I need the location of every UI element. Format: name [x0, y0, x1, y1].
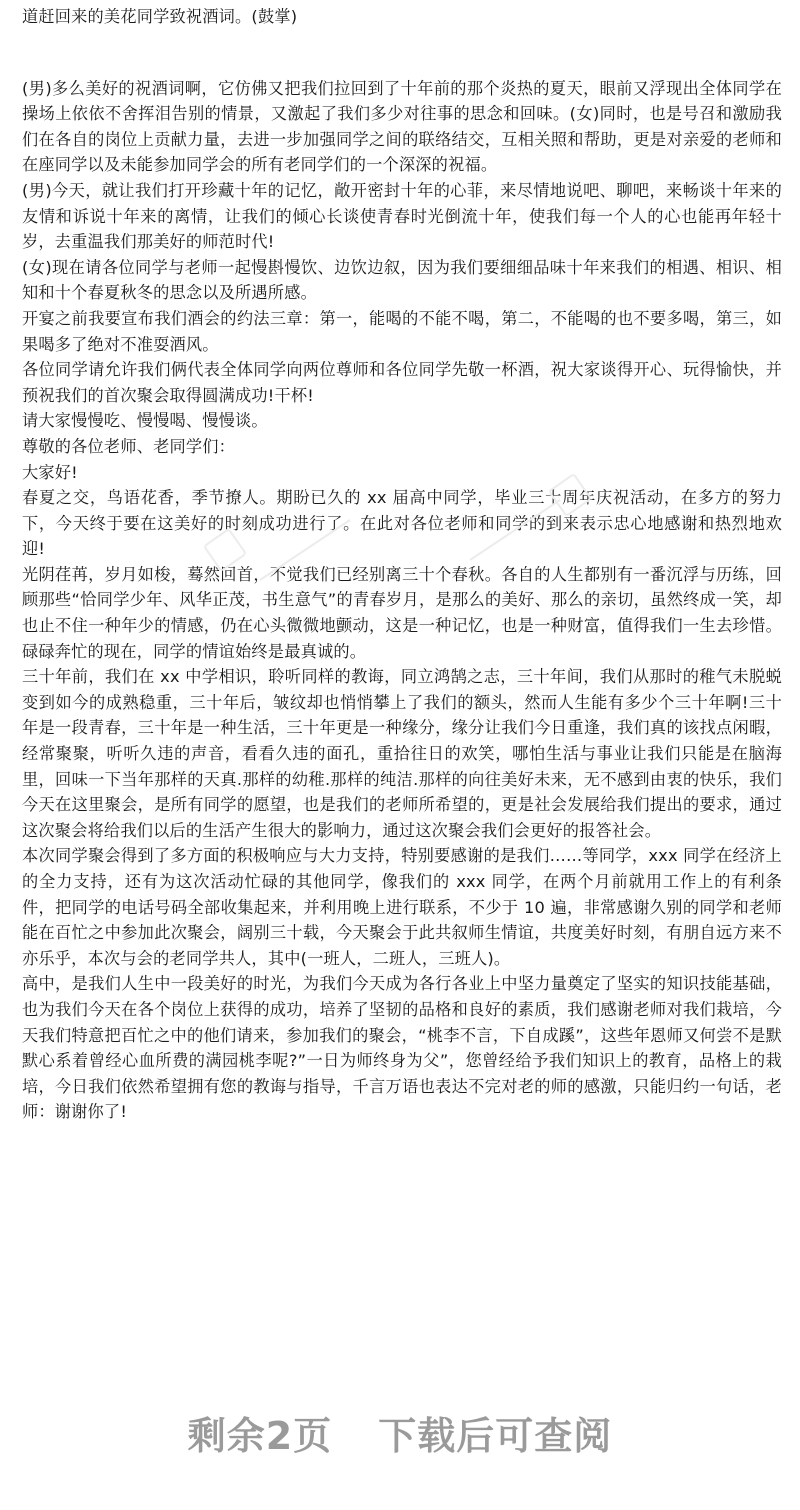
download-to-view-label: 下载后可查阅 — [378, 1414, 613, 1458]
paragraph: (男)多么美好的祝酒词啊，它仿佛又把我们拉回到了十年前的那个炎热的夏天，眼前又浮现出全体同学在操场上依依不舍挥泪告别的情景，又激起了我们多少对往事的思念和回味。(女)同时，也是号召和激励我们在各自的岗位上贡献力量，去进一步加强同学之间的联络结交，互相关照和帮助，更是对亲爱的老师和在座同学以及未能参加同学会的所有老同学们的一个深深的祝福。 — [22, 78, 782, 175]
paragraph: 道赶回来的美花同学致祝酒词。(鼓掌) — [22, 7, 298, 26]
paragraph: 尊敬的各位老师、老同学们： — [22, 436, 236, 456]
paragraph: 高中，是我们人生中一段美好的时光，为我们今天成为各行各业上中坚力量奠定了坚实的知识技能基础，也为我们今天在各个岗位上获得的成功，培养了坚韧的品格和良好的素质，我们感谢老师对我们栽培，今天我们特意把百忙之中的他们请来，参加我们的聚会，“桃李不言，下自成蹊”，这些年恩师又何尝不是默默心系着曾经心血所费的满园桃李呢?”一日为师终身为父”，您曾经给予我们知识上的教育，品格上的栽培，今日我们依然希望拥有您的教诲与指导，千言万语也表达不完对老的师的感激，只能归约一句话，老师：谢谢你了! — [22, 974, 782, 1122]
paragraph: 请大家慢慢吃、慢慢喝、慢慢谈。 — [22, 411, 268, 431]
paragraph: 开宴之前我要宣布我们酒会的约法三章：第一，能喝的不能不喝，第二，不能喝的也不要多喝，第三，如果喝多了绝对不准耍酒风。 — [22, 308, 782, 354]
paragraph: 本次同学聚会得到了多方面的积极响应与大力支持，特别要感谢的是我们……等同学，xxx 同学在经济上的全力支持，还有为这次活动忙碌的其他同学，像我们的 xxx 同学，在两个月前就用工作上的有利条件，把同学的电话号码全部收集起来，并利用晚上进行联系，不少于 10 遍，非常感谢久别的同学和老师能在百忙之中参加此次聚会，阔别三十载，今天聚会于此共叙师生情谊，共度美好时刻，有朋自远方来不亦乐乎，本次与会的老同学共人，其中(一班人，二班人，三班人)。 — [22, 846, 782, 968]
paragraph: 春夏之交，鸟语花香，季节撩人。期盼已久的 xx 届高中同学，毕业三十周年庆祝活动，在多方的努力下，今天终于要在这美好的时刻成功进行了。在此对各位老师和同学的到来表示忠心地感谢和热烈地欢迎! — [22, 488, 782, 559]
paragraph: 三十年前，我们在 xx 中学相识，聆听同样的教诲，同立鸿鹄之志，三十年间，我们从那时的稚气未脱蜕变到如今的成熟稳重，三十年后，皱纹却也悄悄攀上了我们的额头，然而人生能有多少个三十年啊!三十年是一段青春，三十年是一种生活，三十年更是一种缘分，缘分让我们今日重逢，我们真的该找点闲暇，经常聚聚，听听久违的声音，看看久违的面孔，重拾往日的欢笑，哪怕生活与事业让我们只能是在脑海里，回味一下当年那样的天真.那样的幼稚.那样的纯洁.那样的向往美好未来，无不感到由衷的快乐，我们今天在这里聚会，是所有同学的愿望，也是我们的老师所希望的，更是社会发展给我们提出的要求，通过这次聚会将给我们以后的生活产生很大的影响力，通过这次聚会我们会更好的报答社会。 — [22, 667, 782, 840]
remaining-pages-label: 剩余2页 — [187, 1414, 333, 1458]
paragraph: (女)现在请各位同学与老师一起慢斟慢饮、边饮边叙，因为我们要细细品味十年来我们的相遇、相识、相知和十个春夏秋冬的思念以及所遇所感。 — [22, 257, 782, 303]
paragraph: 光阴荏苒，岁月如梭，蓦然回首，不觉我们已经别离三十个春秋。各自的人生都别有一番沉浮与历练，回顾那些“恰同学少年、风华正茂，书生意气”的青春岁月，是那么的美好、那么的亲切，虽然终成一笑，却也止不住一种年少的情感，仍在心头微微地颤动，这是一种记忆，也是一种财富，值得我们一生去珍惜。碌碌奔忙的现在，同学的情谊始终是最真诚的。 — [22, 564, 782, 661]
paragraph: 大家好! — [22, 462, 78, 482]
paragraph: (男)今天，就让我们打开珍藏十年的记忆，敞开密封十年的心菲，来尽情地说吧、聊吧，来畅谈十年来的友情和诉说十年来的离情，让我们的倾心长谈使青春时光倒流十年，使我们每一个人的心也能再年轻十岁，去重温我们那美好的师范时代! — [22, 180, 782, 252]
download-prompt-banner[interactable] — [0, 1408, 800, 1464]
paragraph: 各位同学请允许我们俩代表全体同学向两位尊师和各位同学先敬一杯酒，祝大家谈得开心、玩得愉快，并预祝我们的首次聚会取得圆满成功!干杯! — [22, 360, 782, 405]
document-body — [22, 4, 782, 1125]
